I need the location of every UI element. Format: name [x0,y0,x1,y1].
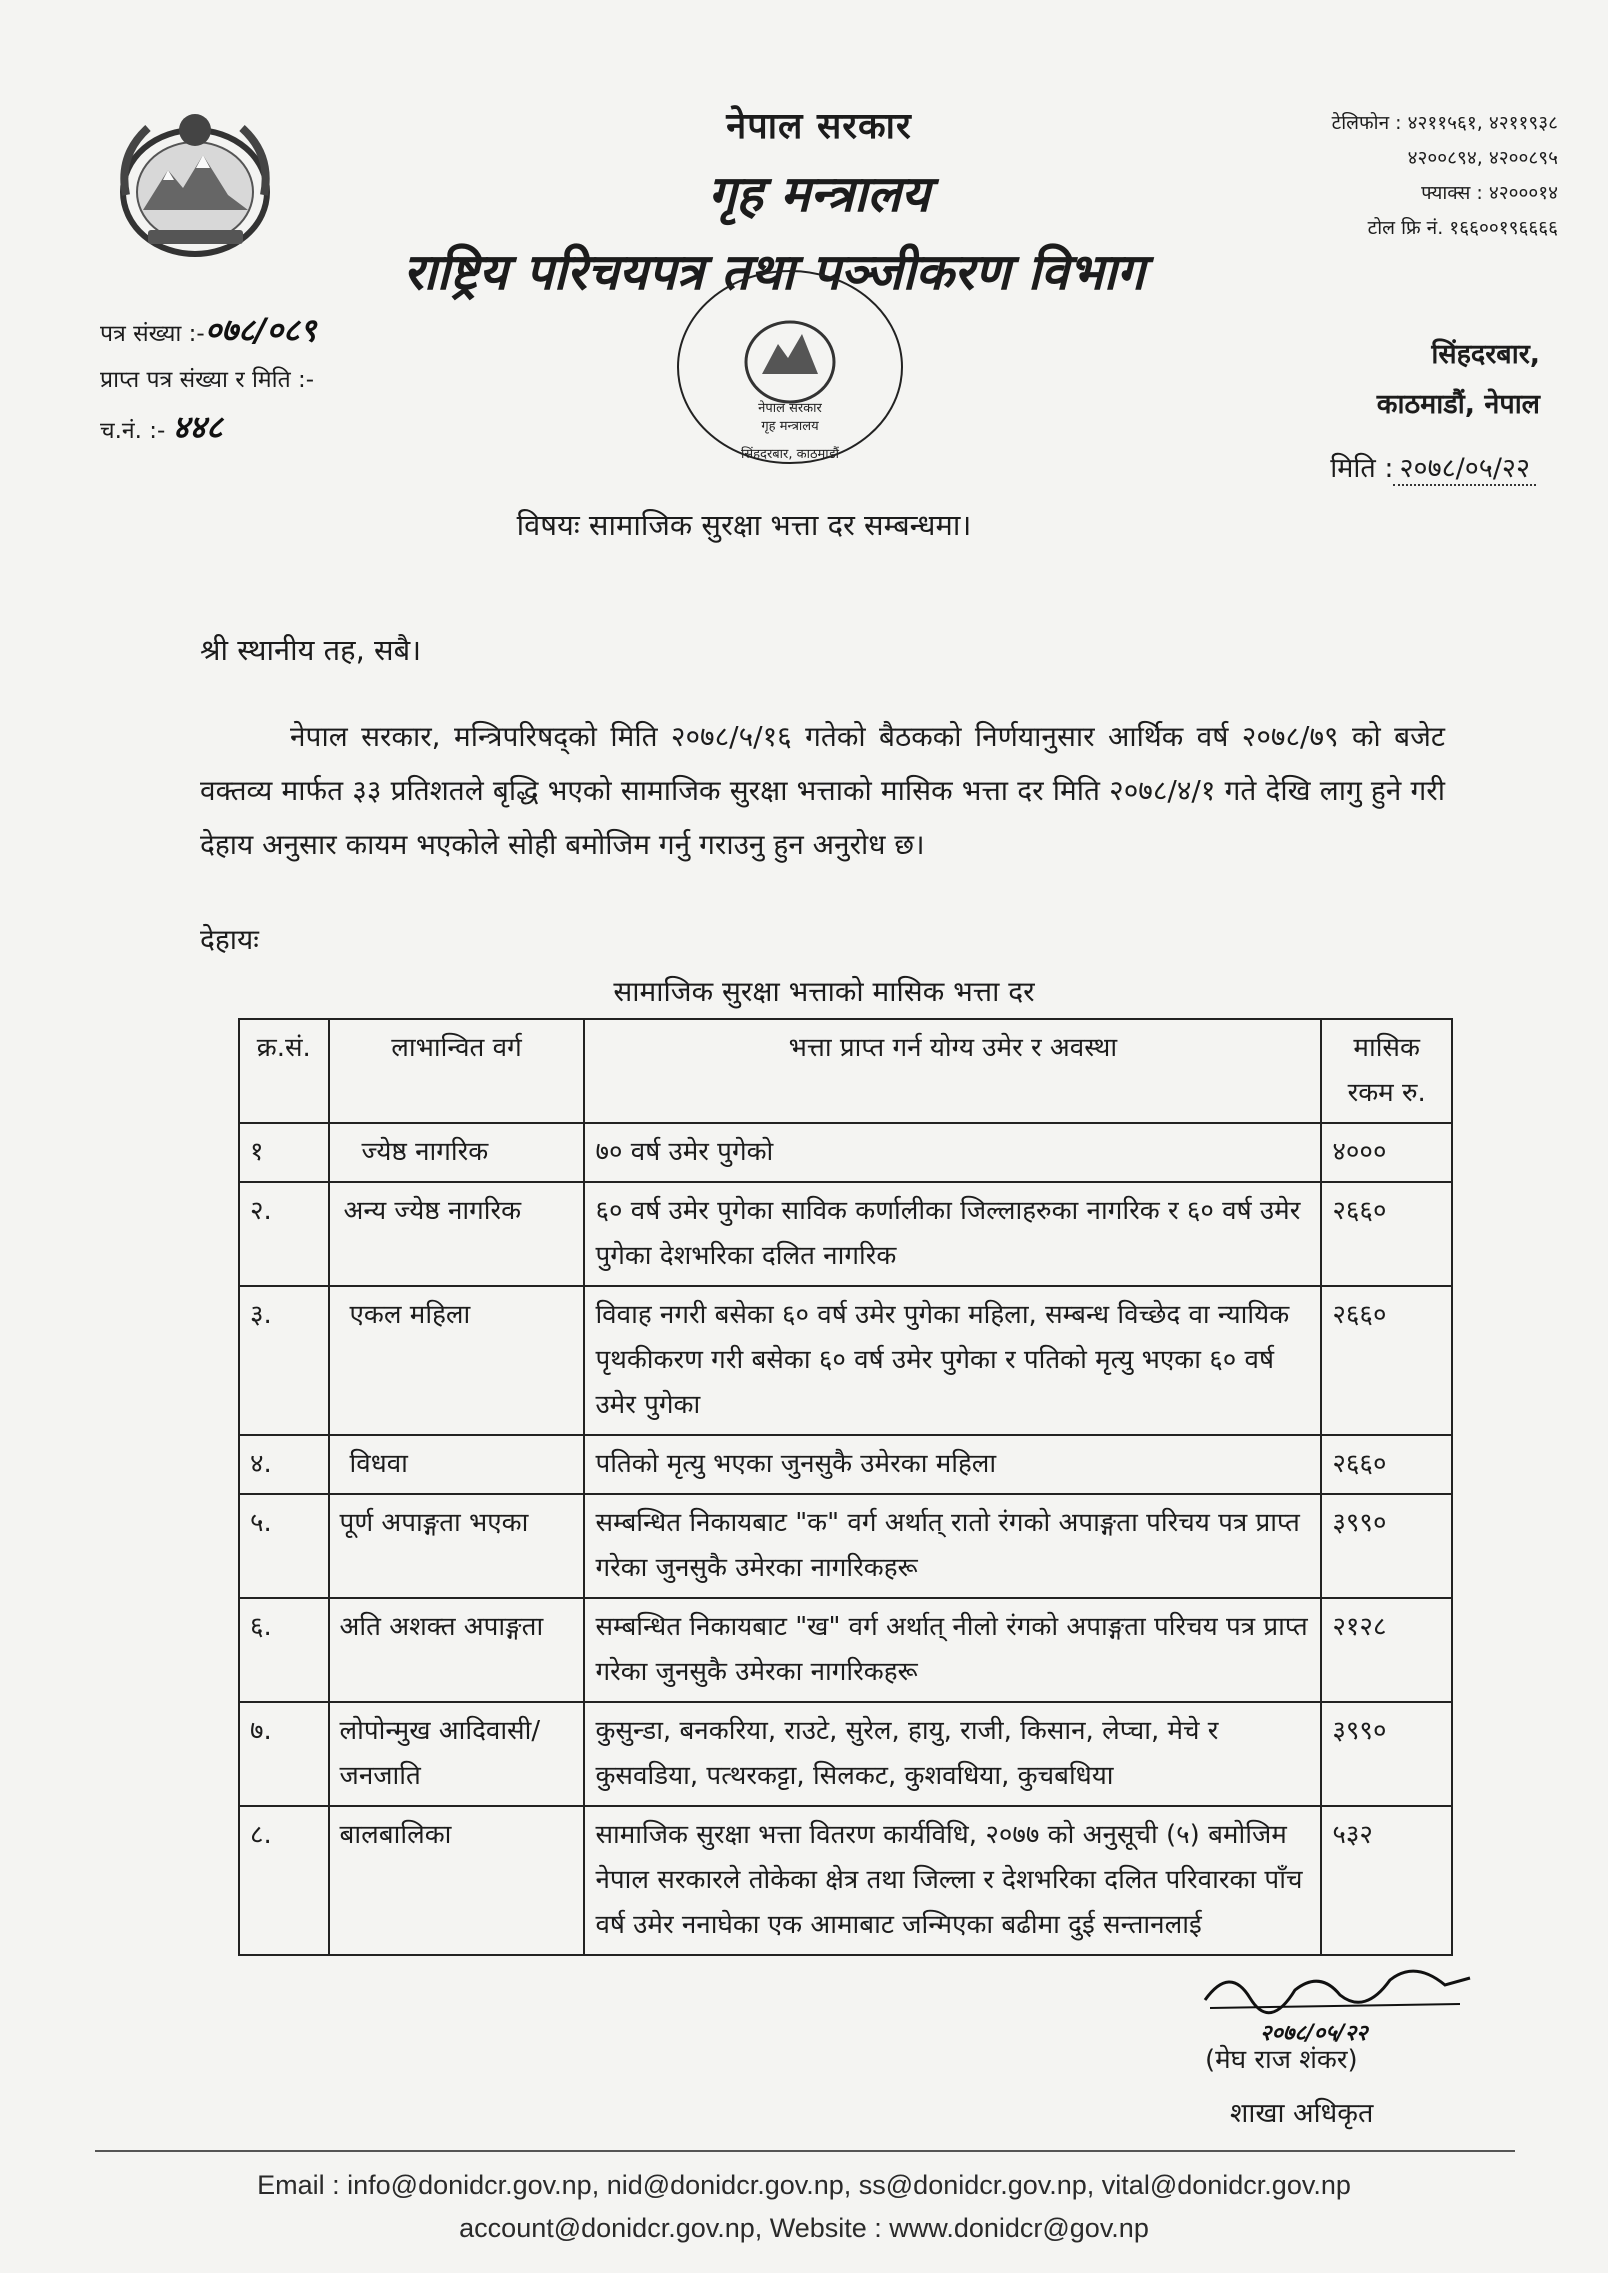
table-title: सामाजिक सुरक्षा भत्ताको मासिक भत्ता दर [613,975,1035,1008]
table-row [239,1494,1452,1598]
contact-block [1198,106,1558,246]
address-line-2: काठमाडौं, नेपाल [1376,389,1540,420]
row-condition: विवाह नगरी बसेका ६० वर्ष उमेर पुगेका महिला, सम्बन्ध विच्छेद वा न्यायिक पृथकीकरण गरी बसेका ६० वर्ष उमेर पुगेका र पतिको मृत्यु भएका ६० वर्ष उमेर पुगेका [584,1286,1321,1435]
letter-number [100,308,316,351]
row-serial: ३. [239,1286,329,1435]
received-letter-reference [100,362,314,394]
row-amount: ३९९० [1321,1702,1452,1806]
table-row [239,1702,1452,1806]
footer-emails: Email : info@donidcr.gov.np, nid@donidcr.gov.np, ss@donidcr.gov.np, vital@donidcr.gov.np [257,2170,1351,2200]
row-condition: पतिको मृत्यु भएका जुनसुकै उमेरका महिला [584,1435,1321,1494]
table-row [239,1182,1452,1286]
header-monthly-amount: मासिक रकम रु. [1321,1019,1452,1123]
letter-number-value: ०७८/०८९ [204,311,317,349]
department-title: राष्ट्रिय परिचयपत्र तथा पञ्जीकरण विभाग [403,243,1145,301]
row-category: एकल महिला [329,1286,585,1435]
allowance-rate-table [238,1018,1453,1956]
date-label: मिति : [1330,453,1394,484]
body-paragraph: नेपाल सरकार, मन्त्रिपरिषद्को मिति २०७८/५/१६ गतेको बैठकको निर्णयानुसार आर्थिक वर्ष २०७८/७९ को बजेट वक्तव्य मार्फत ३३ प्रतिशतले बृद्धि भएको सामाजिक सुरक्षा भत्ताको मासिक भत्ता दर मिति २०७८/४/१ गते देखि लागु हुने गरी देहाय अनुसार कायम भएकोले सोही बमोजिम गर्नु गराउनु हुन अनुरोध छ। [200,720,1445,861]
row-amount: २१२८ [1321,1598,1452,1702]
handwritten-signature [1190,1960,1480,2050]
dispatch-number [100,405,223,448]
row-serial: ८. [239,1806,329,1955]
government-title: नेपाल सरकार [726,106,912,147]
header-eligibility: भत्ता प्राप्त गर्न योग्य उमेर र अवस्था [584,1019,1321,1123]
official-stamp [670,262,910,472]
footer-divider [95,2150,1515,2152]
row-category: बालबालिका [329,1806,585,1955]
stamp-line1: नेपाल सरकार [758,401,822,416]
table-row [239,1286,1452,1435]
letter-number-label: पत्र संख्या :- [100,321,205,347]
signatory-name: (मेघ राज शंकर) [1205,2045,1358,2075]
address-line-1: सिंहदरबार, [1431,339,1540,370]
row-category: अन्य ज्येष्ठ नागरिक [329,1182,585,1286]
header-category: लाभान्वित वर्ग [329,1019,585,1123]
contact-telephone-2: ४२००८९४, ४२००८९५ [1407,147,1558,169]
stamp-line2: गृह मन्त्रालय [761,419,819,434]
table-row [239,1123,1452,1182]
signatory-title: शाखा अधिकृत [1230,2098,1374,2129]
addressee: श्री स्थानीय तह, सबै। [200,633,422,667]
contact-telephone: टेलिफोन : ४२११५६१, ४२११९३८ [1331,112,1558,134]
table-row [239,1598,1452,1702]
row-amount: ४००० [1321,1123,1452,1182]
row-serial: १ [239,1123,329,1182]
row-category: लोपोन्मुख आदिवासी/ जनजाति [329,1702,585,1806]
row-condition: सम्बन्धित निकायबाट "ख" वर्ग अर्थात् नीलो रंगको अपाङ्गता परिचय पत्र प्राप्त गरेका जुनसुकै उमेरका नागरिकहरू [584,1598,1321,1702]
received-label: प्राप्त पत्र संख्या र मिति :- [100,367,315,393]
letter-date [1330,448,1536,485]
row-amount: ५३२ [1321,1806,1452,1955]
row-category: ज्येष्ठ नागरिक [329,1123,585,1182]
ministry-title: गृह मन्त्रालय [708,165,930,223]
row-condition: ७० वर्ष उमेर पुगेको [584,1123,1321,1182]
row-serial: ७. [239,1702,329,1806]
header-serial: क्र.सं. [239,1019,329,1123]
row-condition: ६० वर्ष उमेर पुगेका साविक कर्णालीका जिल्लाहरुका नागरिक र ६० वर्ष उमेर पुगेका देशभरिका दलित नागरिक [584,1182,1321,1286]
table-row [239,1435,1452,1494]
dispatch-value: ४४८ [172,408,223,446]
following-label: देहायः [200,923,259,956]
dispatch-label: च.नं. :- [100,418,166,444]
row-serial: ५. [239,1494,329,1598]
row-serial: २. [239,1182,329,1286]
subject-line: विषयः सामाजिक सुरक्षा भत्ता दर सम्बन्धमा। [516,508,972,542]
row-category: अति अशक्त अपाङ्गता [329,1598,585,1702]
row-amount: ३९९० [1321,1494,1452,1598]
table-header-row [239,1019,1452,1123]
row-serial: ४. [239,1435,329,1494]
office-address [1377,330,1540,430]
row-condition: सामाजिक सुरक्षा भत्ता वितरण कार्यविधि, २०७७ को अनुसूची (५) बमोजिम नेपाल सरकारले तोकेका क्षेत्र तथा जिल्ला र देशभरिका दलित परिवारका पाँच वर्ष उमेर ननाघेका एक आमाबाट जन्मिएका बढीमा दुई सन्तानलाई [584,1806,1321,1955]
table-row [239,1806,1452,1955]
contact-tollfree: टोल फ्रि नं. १६६००१९६६६६ [1367,217,1558,239]
date-value: २०७८/०५/२२ [1393,453,1536,486]
row-category: पूर्ण अपाङ्गता भएका [329,1494,585,1598]
row-condition: कुसुन्डा, बनकरिया, राउटे, सुरेल, हायु, राजी, किसान, लेप्चा, मेचे र कुसवडिया, पत्थरकट्टा, सिलकट, कुशवधिया, कुचबधिया [584,1702,1321,1806]
contact-fax: फ्याक्स : ४२०००१४ [1421,182,1558,204]
row-category: विधवा [329,1435,585,1494]
stamp-bottom: सिंहदरबार, काठमाडौं [740,447,840,462]
row-amount: २६६० [1321,1286,1452,1435]
row-amount: २६६० [1321,1435,1452,1494]
footer-website: account@donidcr.gov.np, Website : www.donidcr@gov.np [459,2213,1149,2243]
row-amount: २६६० [1321,1182,1452,1286]
row-serial: ६. [239,1598,329,1702]
signature-date: २०७८/०५/२२ [1260,2021,1368,2046]
row-condition: सम्बन्धित निकायबाट "क" वर्ग अर्थात् रातो रंगको अपाङ्गता परिचय पत्र प्राप्त गरेका जुनसुकै उमेरका नागरिकहरू [584,1494,1321,1598]
